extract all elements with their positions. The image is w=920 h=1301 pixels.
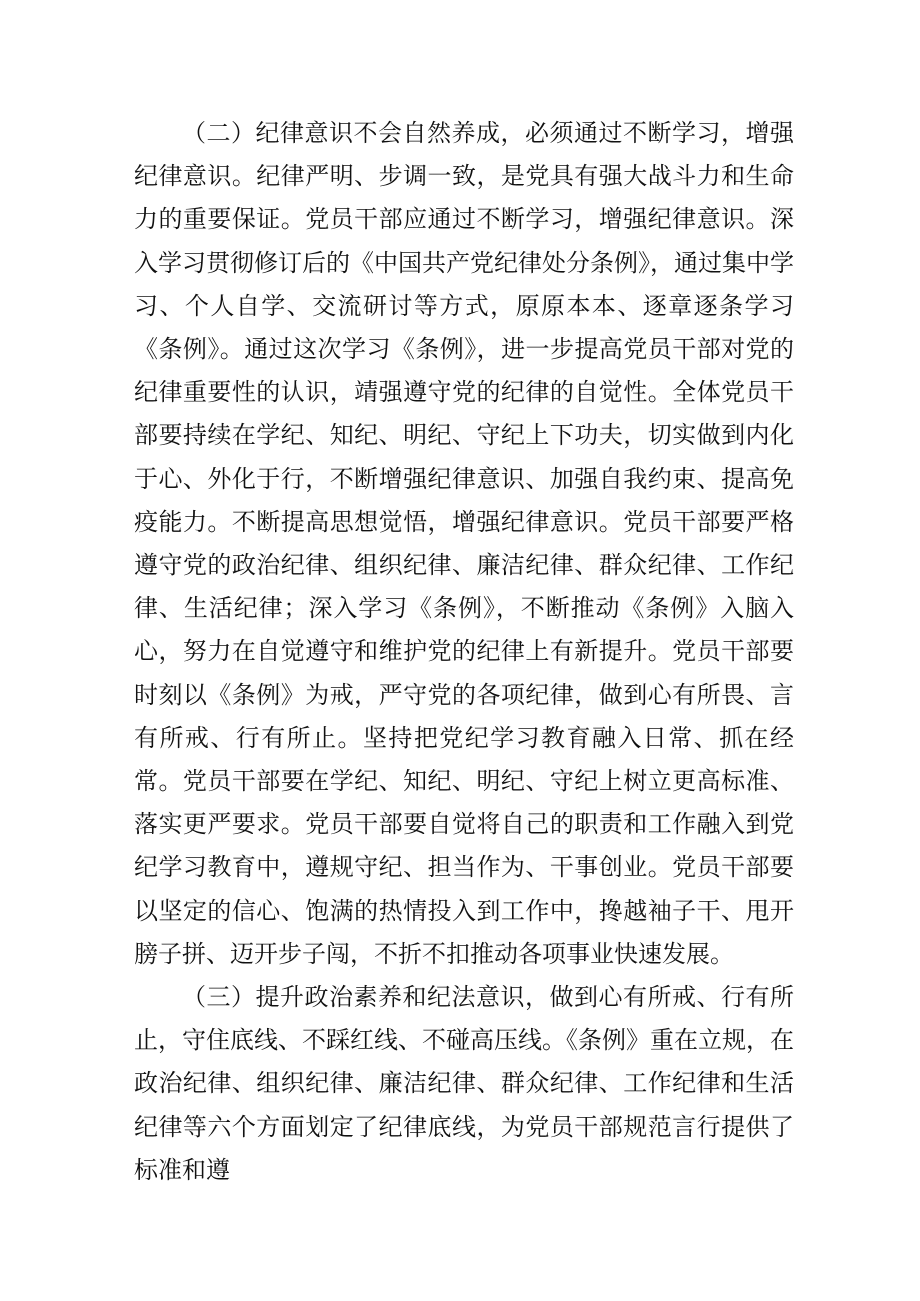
paragraph-discipline-awareness: （二）纪律意识不会自然养成，必须通过不断学习，增强纪律意识。纪律严明、步调一致，是党具有强大战斗力和生命力的重要保证。党员干部应通过不断学习，增强纪律意识。深入学习贯彻修订后的《中国共产党纪律处分条例》，通过集中学习、个人自学、交流研讨等方式，原原本本、逐章逐条学习《条例》。通过这次学习《条例》，进一步提高党员干部对党的纪律重要性的认识，靖强遵守党的纪律的自觉性。全体党员干部要持续在学纪、知纪、明纪、守纪上下功夫，切实做到内化于心、外化于行，不断增强纪律意识、加强自我约束、提高免疫能力。不断提高思想觉悟，增强纪律意识。党员干部要严格遵守党的政治纪律、组织纪律、廉洁纪律、群众纪律、工作纪律、生活纪律；深入学习《条例》，不断推动《条例》入脑入心，努力在自觉遵守和维护党的纪律上有新提升。党员干部要时刻以《条例》为戒，严守党的各项纪律，做到心有所畏、言有所戒、行有所止。坚持把党纪学习教育融入日常、抓在经常。党员干部要在学纪、知纪、明纪、守纪上树立更高标准、落实更严要求。党员干部要自觉将自己的职责和工作融入到党纪学习教育中，遵规守纪、担当作为、干事创业。党员干部要以坚定的信心、饱满的热情投入到工作中，搀越袖子干、甩开膀子拼、迈开步子闯，不折不扣推动各项事业快速发展。: [134, 119, 794, 968]
document-body: [134, 112, 794, 1192]
paragraph-political-literacy: （三）提升政治素养和纪法意识，做到心有所戒、行有所止，守住底线、不踩红线、不碰高压线。《条例》重在立规，在政治纪律、组织纪律、廉洁纪律、群众纪律、工作纪律和生活纪律等六个方面划定了纪律底线，为党员干部规范言行提供了标准和遵: [134, 983, 794, 1184]
